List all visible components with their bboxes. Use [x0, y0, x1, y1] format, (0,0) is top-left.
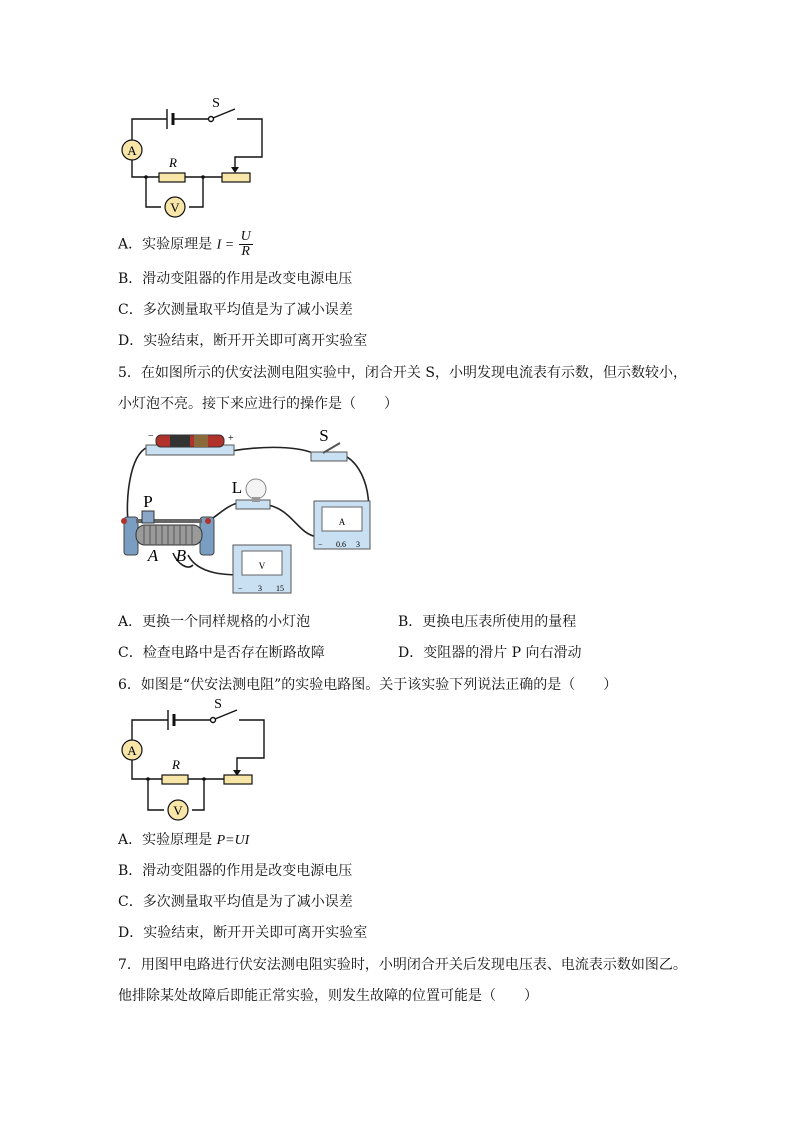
q6-option-b: B．滑动变阻器的作用是改变电源电压 [118, 863, 353, 879]
q6-option-d: D．实验结束，断开开关即可离开实验室 [118, 925, 368, 941]
resistor-r [162, 775, 188, 784]
resistor-label: R [172, 757, 180, 772]
q4-option-a-text: A．实验原理是 [118, 236, 213, 253]
q4-formula-fraction [239, 230, 253, 259]
battery-minus: − [148, 431, 154, 442]
voltmeter-label: V [173, 803, 183, 818]
q6-formula: P=UI [216, 833, 250, 848]
terminal-b-label: B [175, 546, 187, 565]
q4-formula-lhs: I = [216, 237, 235, 253]
ammeter-terminal-06: 0.6 [336, 540, 346, 549]
q6-option-a [118, 830, 249, 851]
circuit-diagram-2 [112, 698, 277, 826]
q7-stem-line1: 7．用图甲电路进行伏安法测电阻实验时，小明闭合开关后发现电压表、电流表示数如图乙。 [118, 957, 687, 973]
q4-option-a [118, 230, 253, 259]
voltmeter-terminal-minus: − [238, 584, 243, 593]
q5-stem-line2: 小灯泡不亮。接下来应进行的操作是（ ） [118, 396, 398, 412]
q4-option-b: B．滑动变阻器的作用是改变电源电压 [118, 271, 353, 287]
q5-option-c: C．检查电路中是否存在断路故障 [118, 645, 325, 661]
voltmeter-terminal-15: 15 [276, 584, 284, 593]
ammeter-terminal-minus: − [318, 540, 323, 549]
q6-option-c: C．多次测量取平均值是为了减小误差 [118, 894, 353, 910]
q4-option-d: D．实验结束，断开开关即可离开实验室 [118, 333, 368, 349]
q5-option-a: A．更换一个同样规格的小灯泡 [118, 614, 311, 630]
voltmeter-label: V [170, 200, 180, 215]
ammeter-dial-letter: A [338, 517, 346, 527]
rheostat [222, 173, 250, 182]
q5-option-d: D．变阻器的滑片 P 向右滑动 [398, 645, 582, 661]
bulb-label: L [231, 478, 243, 497]
q4-option-c: C．多次测量取平均值是为了减小误差 [118, 302, 353, 318]
q4-formula-denominator: R [241, 244, 250, 259]
ammeter-terminal-3: 3 [356, 540, 360, 549]
photo-switch-label: S [319, 426, 329, 445]
q5-option-b: B．更换电压表所使用的量程 [398, 614, 577, 630]
resistor-r [159, 173, 185, 182]
voltmeter-dial-letter: V [258, 561, 266, 571]
switch-label: S [214, 698, 222, 712]
resistor-label: R [169, 155, 177, 170]
ammeter-label: A [127, 743, 137, 758]
voltmeter-terminal-3: 3 [258, 584, 262, 593]
q5-stem-line1: 5．在如图所示的伏安法测电阻实验中，闭合开关 S，小明发现电流表有示数，但示数较小， [118, 365, 687, 381]
switch-label: S [212, 96, 220, 111]
battery-plus: + [228, 433, 234, 444]
circuit-diagram-1 [115, 95, 275, 220]
rheostat [224, 775, 252, 784]
q5-circuit-photo [118, 425, 388, 595]
ammeter-label: A [127, 143, 137, 158]
q6-option-a-text: A．实验原理是 [118, 832, 217, 848]
q4-formula-numerator: U [240, 229, 251, 244]
q6-stem: 6．如图是“伏安法测电阻”的实验电路图。关于该实验下列说法正确的是（ ） [118, 677, 618, 693]
q7-stem-line2: 他排除某处故障后即能正常实验，则发生故障的位置可能是（ ） [118, 988, 538, 1004]
terminal-a-label: A [147, 546, 159, 565]
slider-label: P [143, 492, 153, 511]
